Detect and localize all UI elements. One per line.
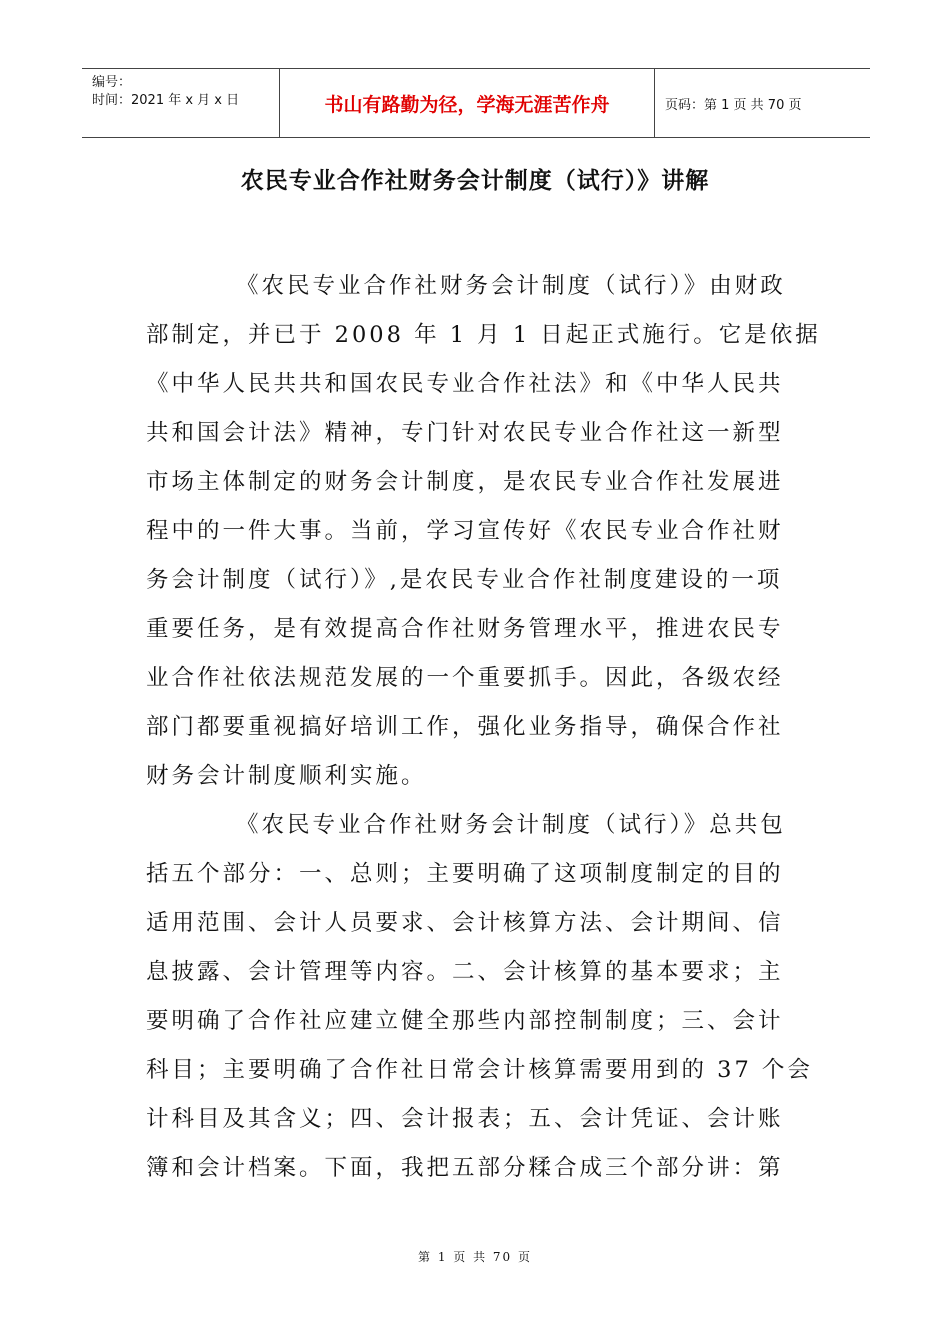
text-line: 《中华人民共共和国农民专业合作社法》和《中华人民共 <box>146 371 784 397</box>
text-line: 部门都要重视搞好培训工作，强化业务指导，确保合作社 <box>146 714 784 740</box>
text-line: 息披露、会计管理等内容。二、会计核算的基本要求；主 <box>146 959 784 985</box>
text-line: 计科目及其含义；四、会计报表；五、会计凭证、会计账 <box>146 1106 784 1132</box>
text-line: 要明确了合作社应建立健全那些内部控制制度；三、会计 <box>146 1008 784 1034</box>
time-label: 时间：2021 年 x 月 x 日 <box>92 93 240 108</box>
text-line: 共和国会计法》精神，专门针对农民专业合作社这一新型 <box>146 420 784 446</box>
text-line: 部制定，并已于 2008 年 1 月 1 日起正式施行。它是依据 <box>146 322 821 348</box>
header-page-info: 页码：第 1 页 共 70 页 <box>665 97 802 113</box>
text-line: 科目；主要明确了合作社日常会计核算需要用到的 37 个会 <box>146 1057 813 1083</box>
text-line: 簿和会计档案。下面，我把五部分糅合成三个部分讲：第 <box>146 1155 784 1181</box>
text-line: 适用范围、会计人员要求、会计核算方法、会计期间、信 <box>146 910 784 936</box>
paragraph-1 <box>146 262 821 801</box>
number-label: 编号： <box>92 75 132 90</box>
text-line: 《农民专业合作社财务会计制度（试行）》由财政 <box>236 273 786 299</box>
text-line: 财务会计制度顺利实施。 <box>146 763 427 789</box>
text-line: 务会计制度（试行）》,是农民专业合作社制度建设的一项 <box>146 567 783 593</box>
page-footer: 第 1 页 共 70 页 <box>418 1250 532 1264</box>
text-line: 括五个部分：一、总则；主要明确了这项制度制定的目的 <box>146 861 784 887</box>
page-header <box>82 68 870 138</box>
document-title: 农民专业合作社财务会计制度（试行）》讲解 <box>240 168 710 194</box>
header-meta <box>82 69 280 137</box>
paragraph-2 <box>146 801 813 1193</box>
text-line: 重要任务，是有效提高合作社财务管理水平，推进农民专 <box>146 616 784 642</box>
text-line: 《农民专业合作社财务会计制度（试行）》总共包 <box>236 812 786 838</box>
header-motto: 书山有路勤为径，学海无涯苦作舟 <box>280 69 655 137</box>
text-line: 业合作社依法规范发展的一个重要抓手。因此，各级农经 <box>146 665 784 691</box>
text-line: 市场主体制定的财务会计制度，是农民专业合作社发展进 <box>146 469 784 495</box>
text-line: 程中的一件大事。当前，学习宣传好《农民专业合作社财 <box>146 518 784 544</box>
document-body <box>146 262 821 1193</box>
